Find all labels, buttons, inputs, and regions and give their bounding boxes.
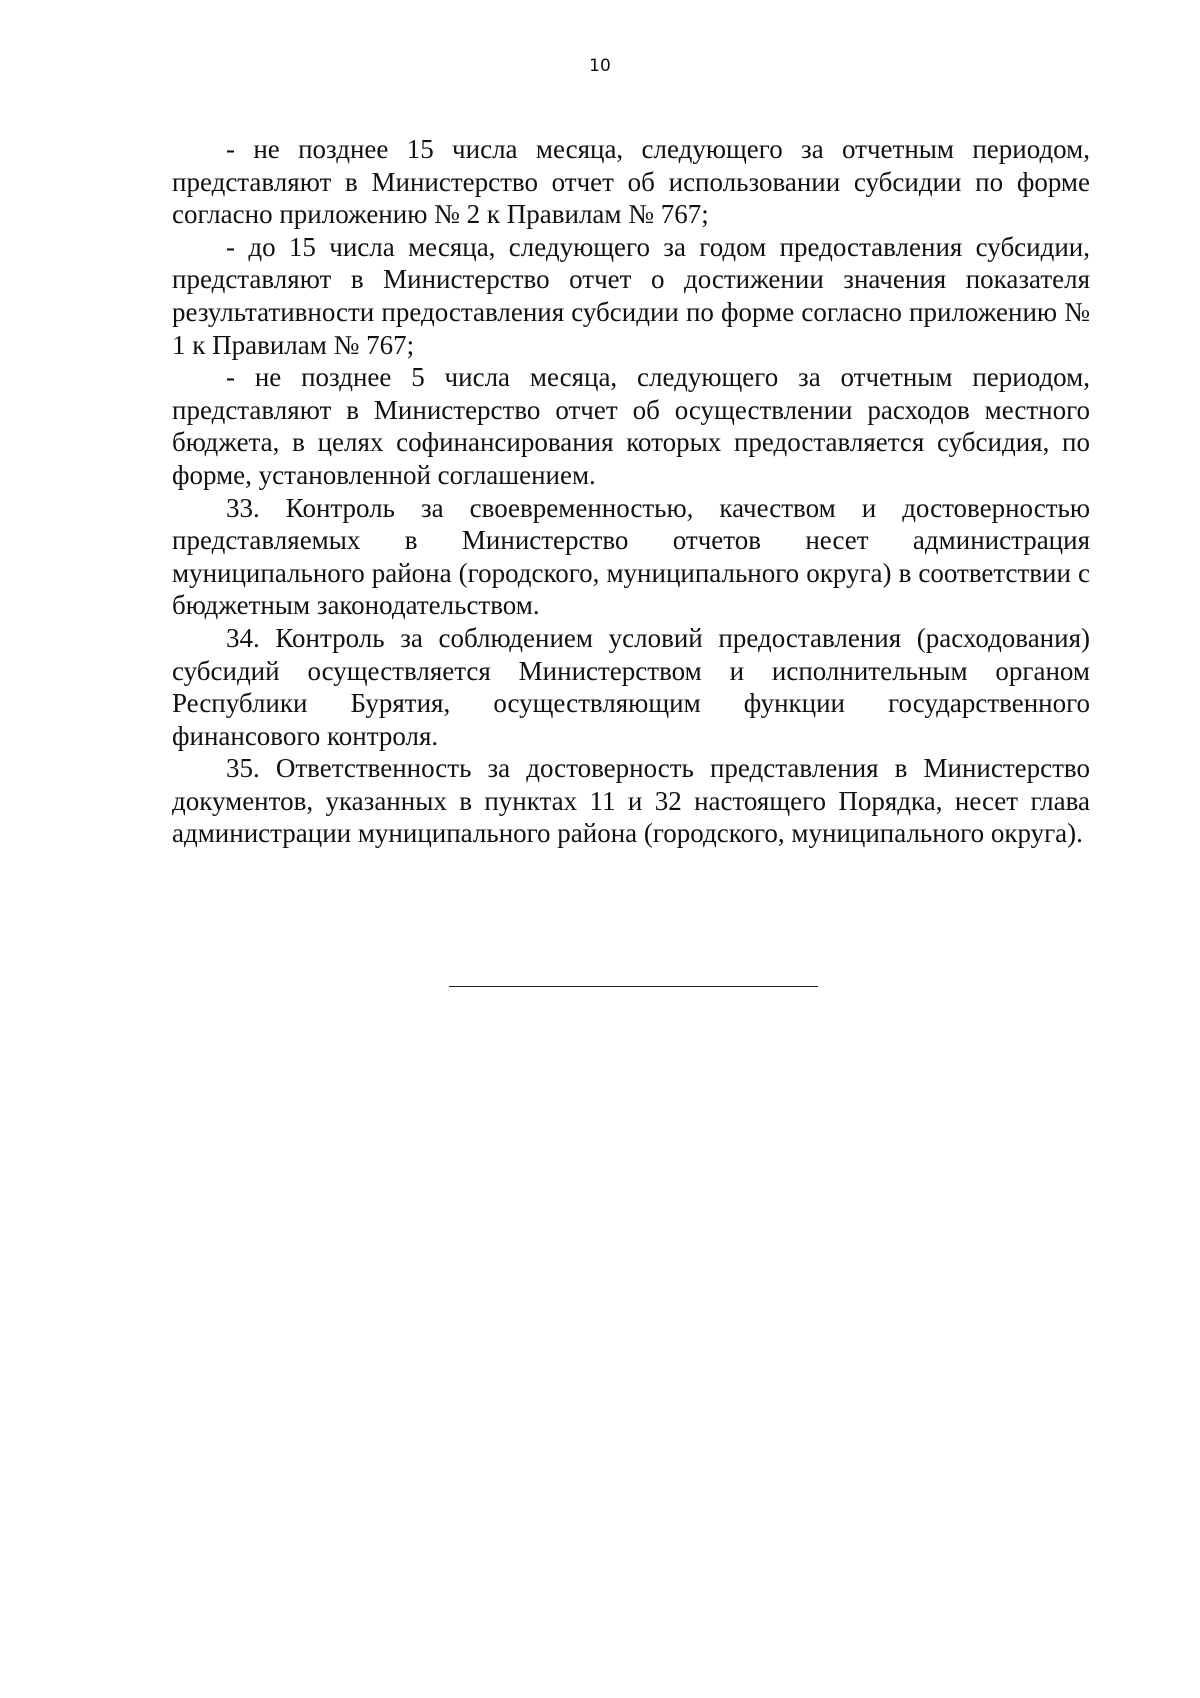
paragraph-item-35: 35. Ответственность за достоверность представления в Министерство документов, указанных в пунктах 11 и 32 настоящего Порядка, несет глава администрации муниципального района (городского, муниципального округа).: [172, 753, 1090, 849]
paragraph-report-usage-deadline: - не позднее 15 числа месяца, следующего за отчетным периодом, представляют в Министерство отчет об использовании субсидии по форме согласно приложению № 2 к Правилам № 767;: [172, 134, 1090, 230]
paragraph-report-indicator-deadline: - до 15 числа месяца, следующего за годом предоставления субсидии, представляют в Министерство отчет о достижении значения показателя результативности предоставления субсидии по форме согласно приложению № 1 к Правилам № 767;: [172, 231, 1090, 360]
document-body: [172, 133, 1090, 850]
paragraph-report-expenses-deadline: - не позднее 5 числа месяца, следующего за отчетным периодом, представляют в Министерство отчет об осуществлении расходов местного бюджета, в целях софинансирования которых предоставляется субсидия, по форме, установленной соглашением.: [172, 362, 1090, 490]
end-separator-line: [449, 986, 818, 987]
paragraph-item-33: 33. Контроль за своевременностью, качеством и достоверностью представляемых в Министерство отчетов несет администрация муниципального района (городского, муниципального округа) в соответствии с бюджетным законодательством.: [172, 492, 1090, 621]
paragraph-item-34: 34. Контроль за соблюдением условий предоставления (расходования) субсидий осуществляется Министерством и исполнительным органом Республики Бурятия, осуществляющим функции государственного финансового контроля.: [172, 622, 1090, 751]
page-number: 10: [589, 56, 611, 76]
